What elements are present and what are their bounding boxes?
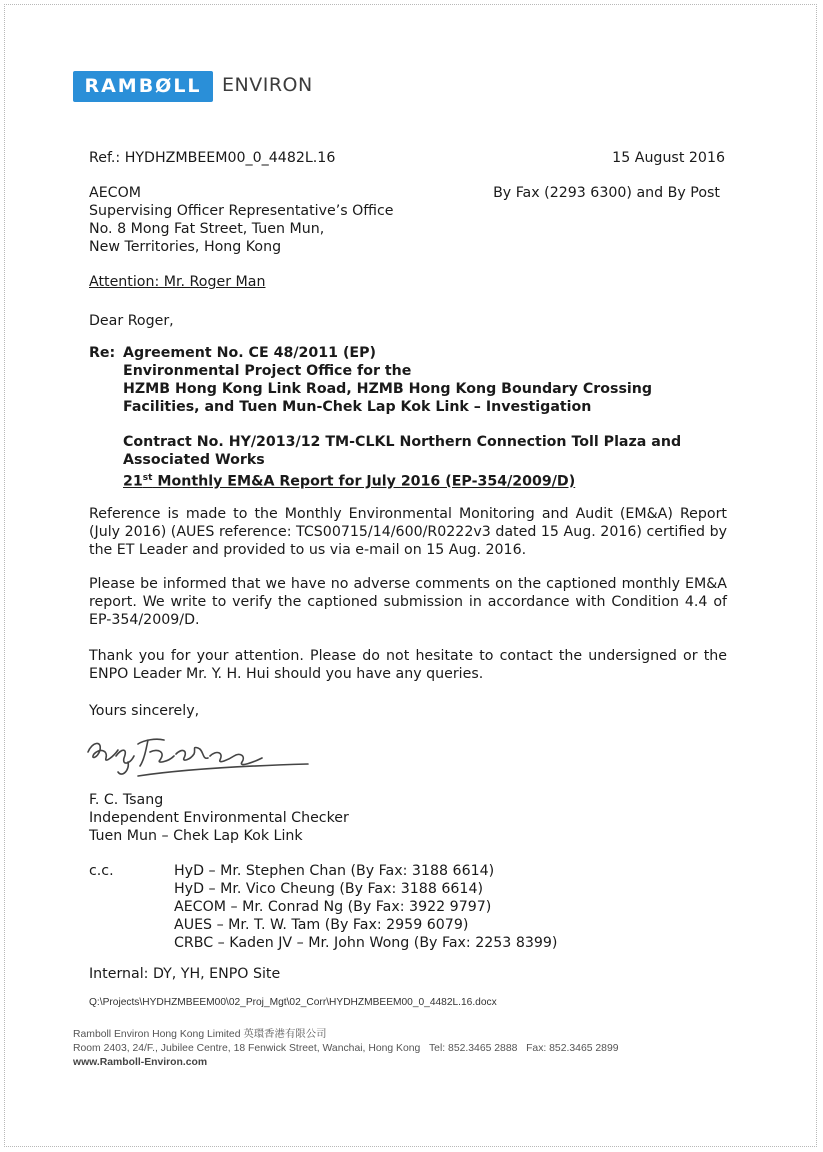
reference-number: Ref.: HYDHZMBEEM00_0_4482L.16: [89, 150, 336, 166]
cc-item: AUES – Mr. T. W. Tam (By Fax: 2959 6079): [174, 917, 469, 933]
contract-line: Contract No. HY/2013/12 TM-CLKL Northern Connection Toll Plaza and: [123, 434, 682, 450]
footer-company: Ramboll Environ Hong Kong Limited 英環香港有限公司: [73, 1029, 327, 1040]
footer-tel: Tel: 852.3465 2888: [428, 1043, 518, 1054]
subject-block: [123, 344, 652, 416]
body-paragraph-1: Reference is made to the Monthly Environmental Monitoring and Audit (EM&A) Report (July 2016) (AUES reference: TCS00715/14/600/R0222v3 dated 15 Aug. 2016) certified by the ET Leader and provided to us via e-mail on 15 Aug. 2016.: [89, 506, 727, 558]
footer-address: Room 2403, 24/F., Jubilee Centre, 18 Fenwick Street, Wanchai, Hong Kong: [73, 1043, 421, 1054]
re-label: Re:: [89, 345, 116, 361]
cc-item: CRBC – Kaden JV – Mr. John Wong (By Fax: 2253 8399): [174, 935, 558, 951]
addressee-line: New Territories, Hong Kong: [89, 239, 282, 255]
footer-website: www.Ramboll-Environ.com: [73, 1057, 208, 1068]
addressee-line: No. 8 Mong Fat Street, Tuen Mun,: [89, 221, 325, 237]
subject-line: HZMB Hong Kong Link Road, HZMB Hong Kong Boundary Crossing: [123, 381, 653, 397]
file-path: Q:\Projects\HYDHZMBEEM00\02_Proj_Mgt\02_Corr\HYDHZMBEEM00_0_4482L.16.docx: [89, 997, 497, 1008]
addressee-block: [89, 184, 394, 256]
subject-line: Environmental Project Office for the: [123, 363, 412, 379]
signature-image: [78, 730, 328, 792]
cc-item: HyD – Mr. Stephen Chan (By Fax: 3188 6614): [174, 863, 495, 879]
letter-date: 15 August 2016: [612, 150, 725, 166]
body-paragraph-3: Thank you for your attention. Please do not hesitate to contact the undersigned or the ENPO Leader Mr. Y. H. Hui should you have any queries.: [89, 648, 727, 682]
closing: Yours sincerely,: [89, 703, 200, 719]
cc-label: c.c.: [89, 863, 114, 879]
addressee-line: Supervising Officer Representative’s Office: [89, 203, 394, 219]
signatory-name: F. C. Tsang: [89, 792, 164, 808]
signatory-block: [89, 791, 349, 845]
footer-contact: [73, 1042, 619, 1056]
subject-line: Agreement No. CE 48/2011 (EP): [123, 345, 377, 361]
cc-item: HyD – Mr. Vico Cheung (By Fax: 3188 6614): [174, 881, 484, 897]
ramboll-logo: RAMBØLL: [73, 71, 213, 102]
salutation: Dear Roger,: [89, 313, 174, 329]
addressee-line: AECOM: [89, 185, 141, 201]
report-title: 21st Monthly EM&A Report for July 2016 (EP-354/2009/D): [123, 473, 576, 490]
delivery-method: By Fax (2293 6300) and By Post: [493, 185, 720, 201]
footer-block: [73, 1028, 619, 1070]
internal-distribution: Internal: DY, YH, ENPO Site: [89, 966, 281, 982]
signatory-title: Independent Environmental Checker: [89, 810, 349, 826]
attention-line: Attention: Mr. Roger Man: [89, 274, 266, 290]
cc-list: [174, 862, 557, 952]
subject-line: Facilities, and Tuen Mun-Chek Lap Kok Link – Investigation: [123, 399, 592, 415]
contract-line: Associated Works: [123, 452, 265, 468]
contract-block: [123, 433, 681, 491]
signatory-project: Tuen Mun – Chek Lap Kok Link: [89, 828, 303, 844]
cc-item: AECOM – Mr. Conrad Ng (By Fax: 3922 9797): [174, 899, 492, 915]
environ-logo-text: ENVIRON: [222, 74, 313, 96]
body-paragraph-2: Please be informed that we have no adverse comments on the captioned monthly EM&A report. We write to verify the captioned submission in accordance with Condition 4.4 of EP-354/2009/D.: [89, 576, 727, 628]
footer-fax: Fax: 852.3465 2899: [526, 1043, 619, 1054]
